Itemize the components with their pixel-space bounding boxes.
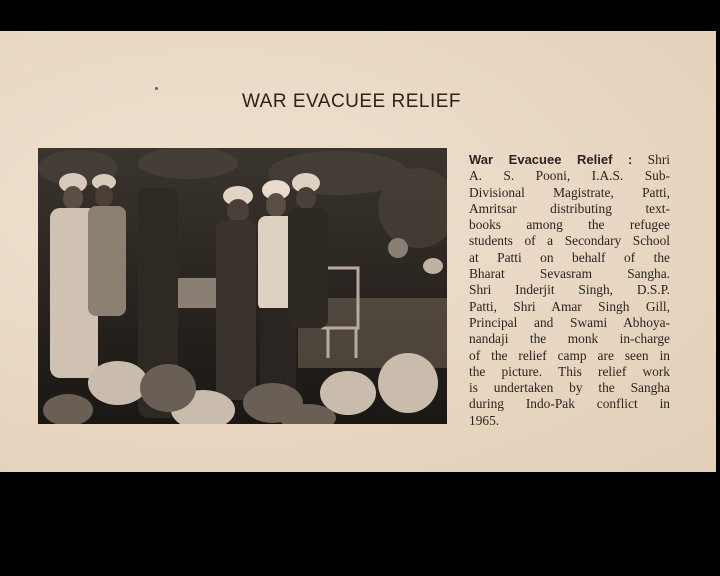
photo-caption <box>469 152 670 429</box>
caption-line: of the relief camp are seen in <box>469 347 670 363</box>
caption-line: A. S. Pooni, I.A.S. Sub- <box>469 168 670 184</box>
caption-line: at Patti on behalf of the <box>469 249 670 265</box>
caption-line: students of a Secondary School <box>469 233 670 249</box>
paper-speck <box>155 87 158 90</box>
caption-line: Amritsar distributing text- <box>469 200 670 216</box>
caption-line: 1965. <box>469 412 500 428</box>
caption-line: Principal and Swami Abhoya- <box>469 314 670 330</box>
scanned-page <box>0 31 716 472</box>
page-title: WAR EVACUEE RELIEF <box>241 91 462 112</box>
caption-line: during Indo-Pak conflict in <box>469 396 670 412</box>
caption-line: the picture. This relief work <box>469 363 670 379</box>
caption-line: nandaji the monk in-charge <box>469 331 670 347</box>
caption-line: Patti, Shri Amar Singh Gill, <box>469 298 670 314</box>
caption-line: Bharat Sevasram Sangha. <box>469 266 670 282</box>
caption-line: books among the refugee <box>469 217 670 233</box>
caption-line: Divisional Magistrate, Patti, <box>469 184 670 200</box>
caption-line: Shri <box>647 152 670 167</box>
article-photo <box>38 148 447 424</box>
caption-heading: War Evacuee Relief : <box>469 152 633 167</box>
caption-line-first <box>469 152 670 168</box>
caption-line: Shri Inderjit Singh, D.S.P. <box>469 282 670 298</box>
photo-illustration <box>38 148 447 424</box>
caption-line: is undertaken by the Sangha <box>469 380 670 396</box>
